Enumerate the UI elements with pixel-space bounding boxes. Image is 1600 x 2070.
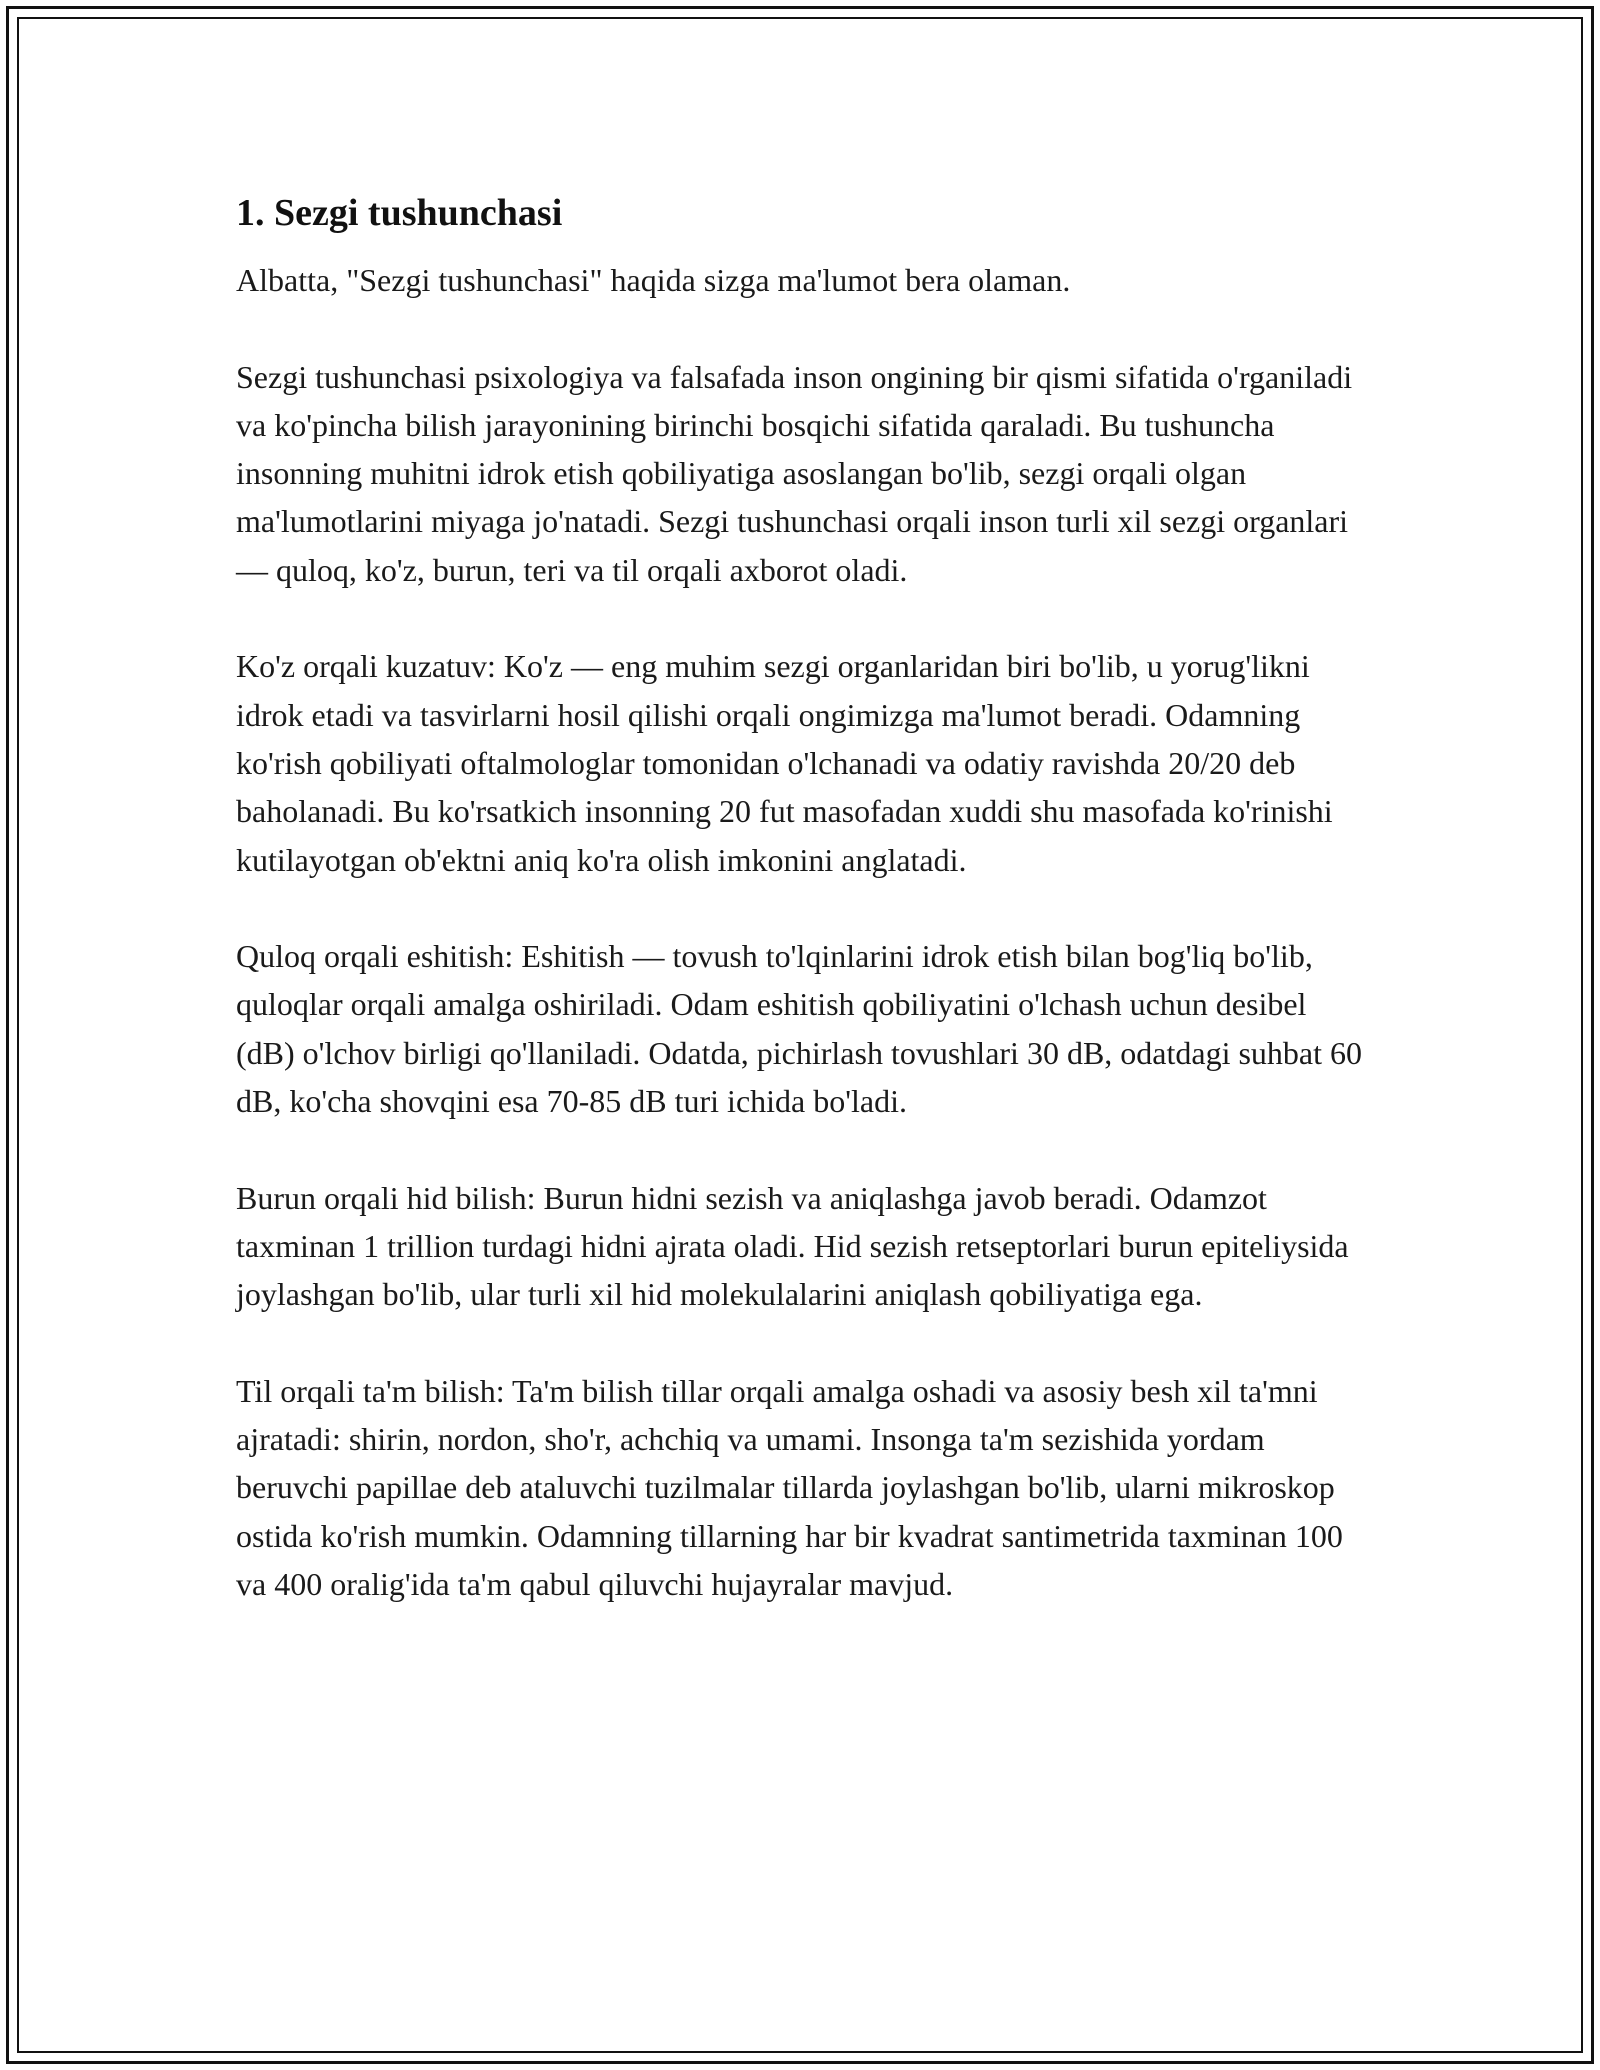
hearing-paragraph: Quloq orqali eshitish: Eshitish — tovush to'lqinlarini idrok etish bilan bog'liq bo'lib, quloqlar orqali amalga oshiriladi. Odam eshitish qobiliyatini o'lchash uchun desibel (dB) o'lchov birligi qo'llaniladi. Odatda, pichirlash tovushlari 30 dB, odatdagi suhbat 60 dB, ko'cha shovqini esa 70-85 dB turi ichida bo'ladi. (236, 938, 1363, 1120)
intro-paragraph: Albatta, "Sezgi tushunchasi" haqida sizga ma'lumot bera olaman. (236, 262, 1071, 298)
section-title: 1. Sezgi tushunchasi (236, 192, 563, 234)
vision-paragraph: Ko'z orqali kuzatuv: Ko'z — eng muhim sezgi organlaridan biri bo'lib, u yorug'likni idrok etadi va tasvirlarni hosil qilishi orqali ongimizga ma'lumot beradi. Odamning ko'rish qobiliyati oftalmologlar tomonidan o'lchanadi va odatiy ravishda 20/20 deb baholanadi. Bu ko'rsatkich insonning 20 fut masofadan xuddi shu masofada ko'rinishi kutilayotgan ob'ektni aniq ko'ra olish imkonini anglatadi. (236, 648, 1333, 878)
taste-paragraph: Til orqali ta'm bilish: Ta'm bilish tillar orqali amalga oshadi va asosiy besh xil ta'mni ajratadi: shirin, nordon, sho'r, achchiq va umami. Insonga ta'm sezishida yordam beruvchi papillae deb ataluvchi tuzilmalar tillarda joylashgan bo'lib, ularni mikroskop ostida ko'rish mumkin. Odamning tillarning har bir kvadrat santimetrida taxminan 100 va 400 oralig'ida ta'm qabul qiluvchi hujayralar mavjud. (236, 1372, 1343, 1603)
definition-paragraph: Sezgi tushunchasi psixologiya va falsafada inson ongining bir qismi sifatida o'rganiladi va ko'pincha bilish jarayonining birinchi bosqichi sifatida qaraladi. Bu tushuncha insonning muhitni idrok etish qobiliyatiga asoslangan bo'lib, sezgi orqali olgan ma'lumotlarini miyaga jo'natadi. Sezgi tushunchasi orqali inson turli xil sezgi organlari — quloq, ko'z, burun, teri va til orqali axborot oladi. (236, 358, 1353, 588)
document-body (236, 188, 1366, 1657)
smell-paragraph: Burun orqali hid bilish: Burun hidni sezish va aniqlashga javob beradi. Odamzot taxminan 1 trillion turdagi hidni ajrata oladi. Hid sezish retseptorlari burun epiteliysida joylashgan bo'lib, ular turli xil hid molekulalarini aniqlash qobiliyatiga ega. (236, 1179, 1349, 1313)
